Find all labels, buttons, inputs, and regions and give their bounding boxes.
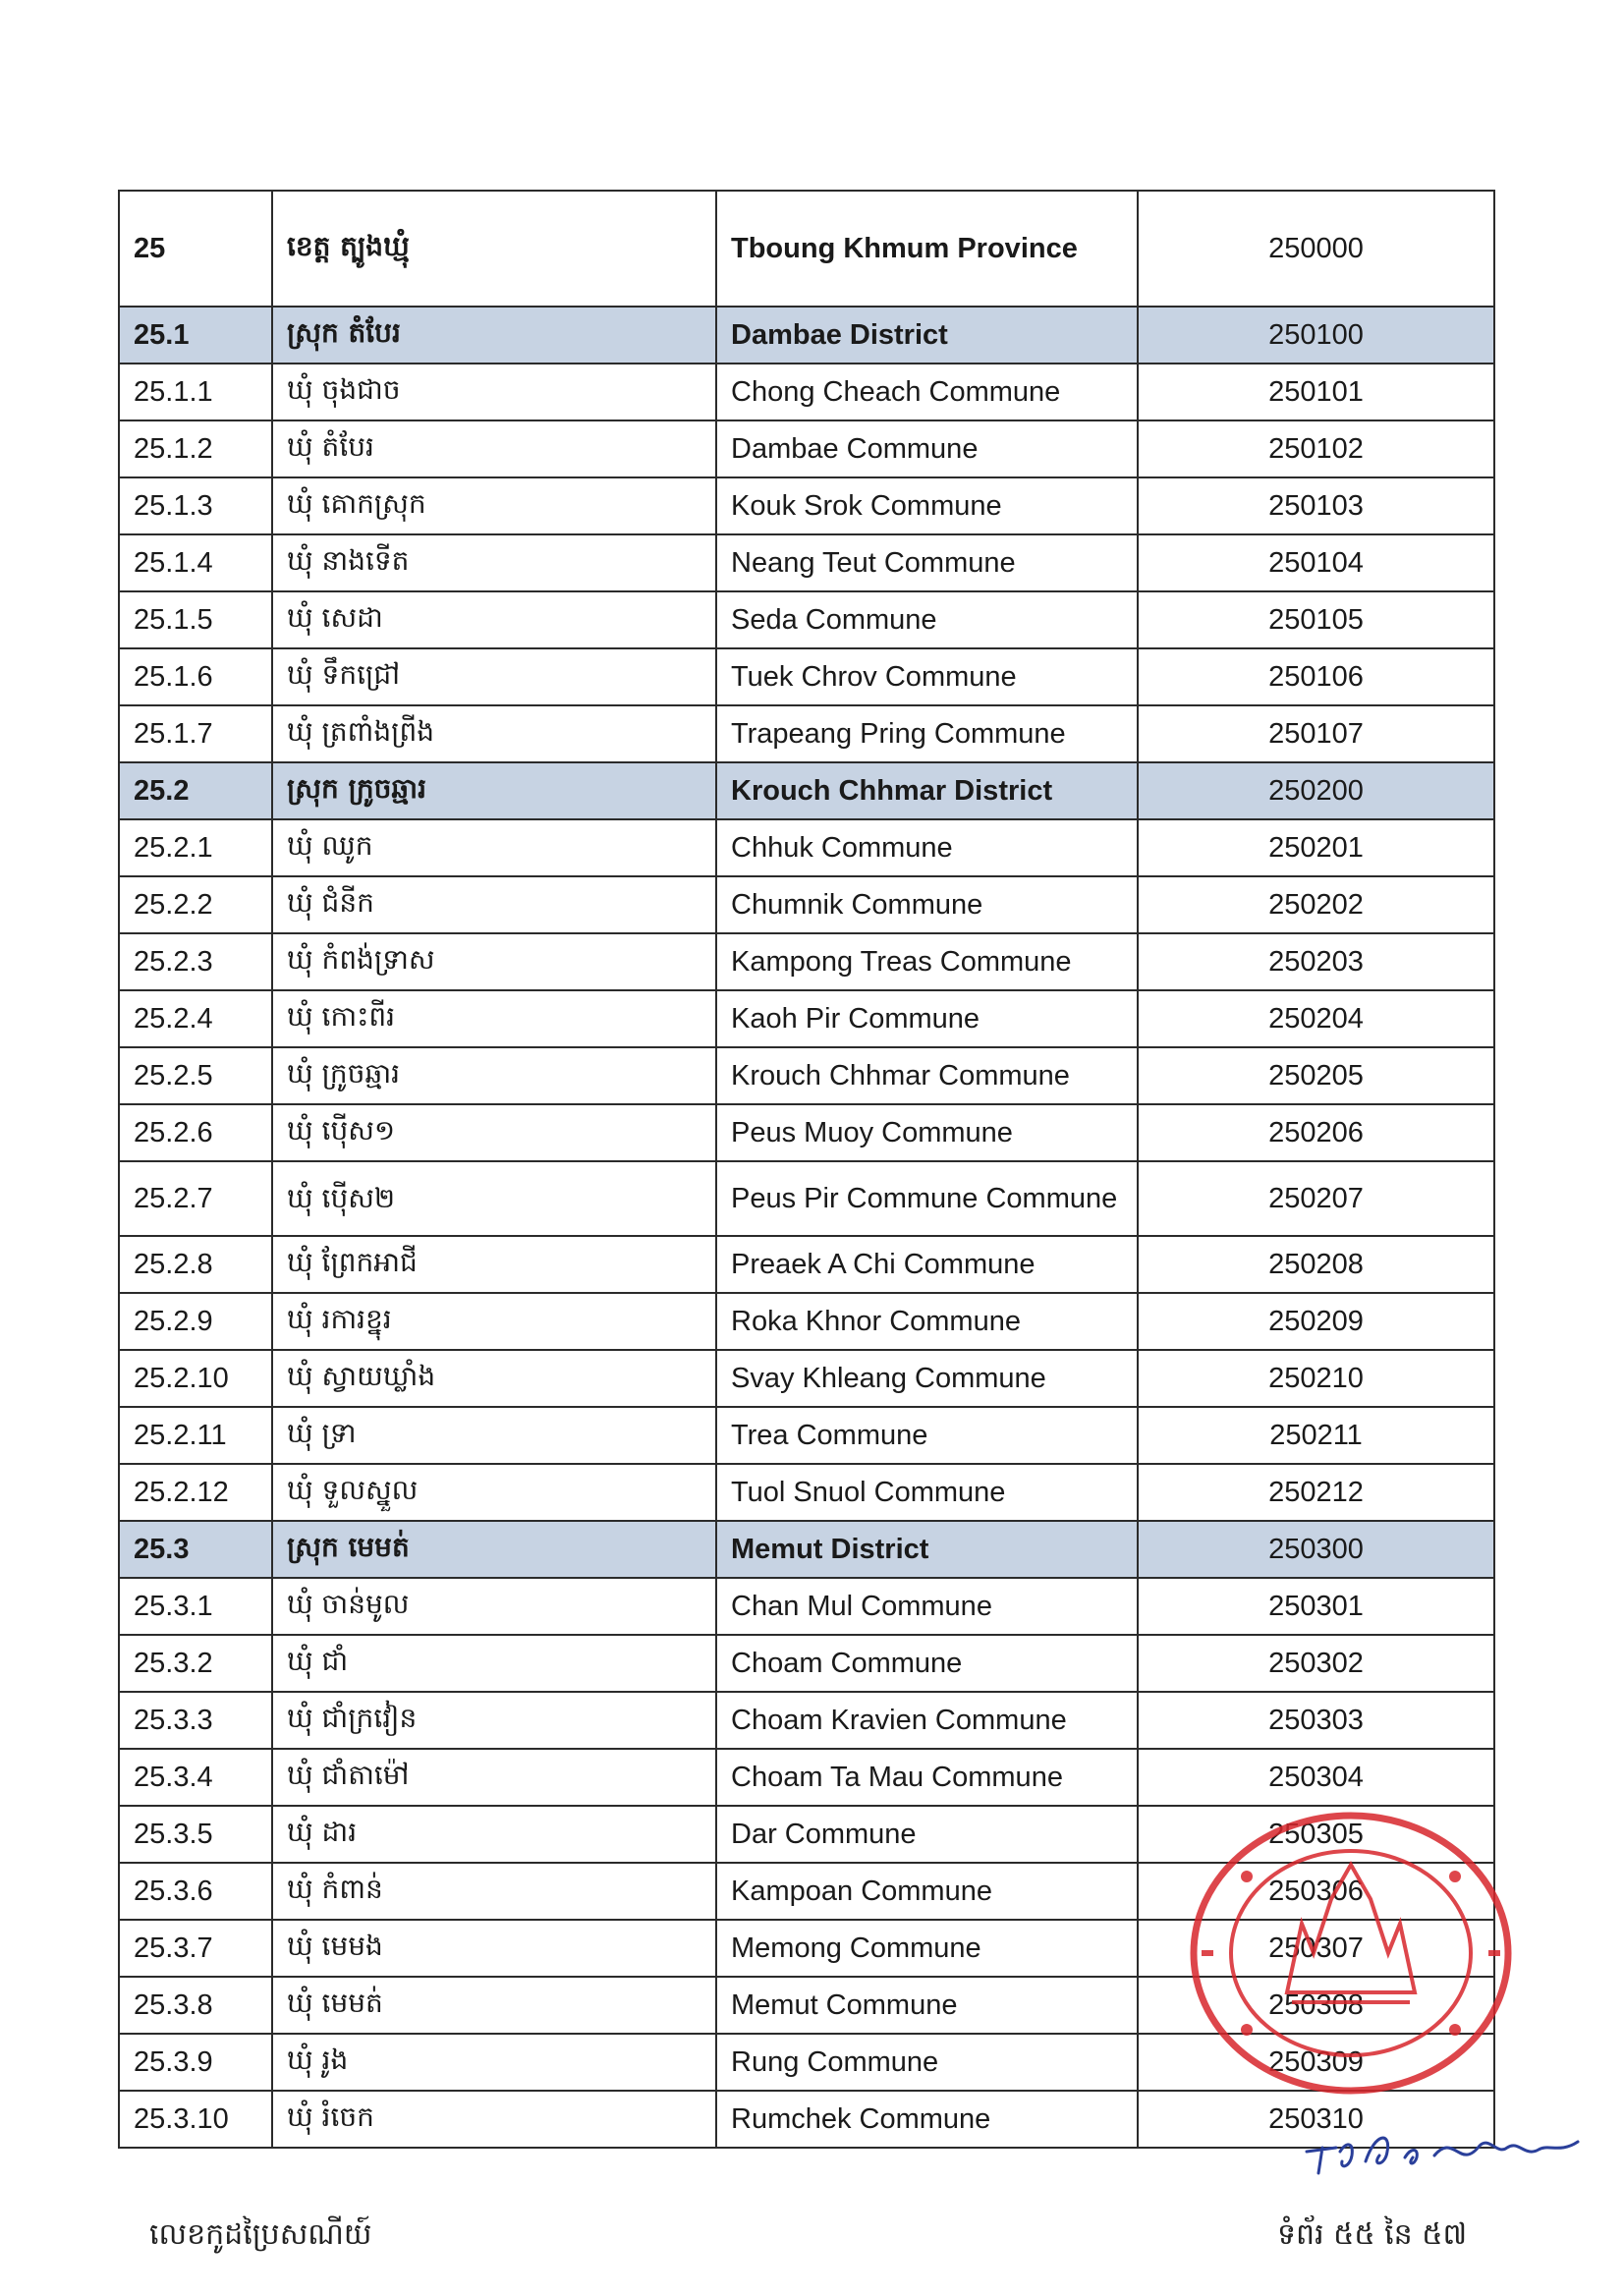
- commune-row: [119, 876, 1494, 933]
- khmer-name: ស្រុក មេមត់: [272, 1521, 716, 1578]
- khmer-name: ឃុំ ជាំក្រវៀន: [272, 1692, 716, 1749]
- page-number: ទំព័រ ៥៥ នៃ ៥៧: [1277, 2217, 1468, 2252]
- khmer-name: ឃុំ ទួលស្នួល: [272, 1464, 716, 1521]
- english-name: Memong Commune: [716, 1920, 1138, 1977]
- khmer-name: ស្រុក ក្រូចឆ្មារ: [272, 762, 716, 819]
- khmer-name: ឃុំ ប៉ើស២: [272, 1161, 716, 1236]
- commune-row: [119, 1464, 1494, 1521]
- row-id: 25.2.8: [119, 1236, 272, 1293]
- commune-row: [119, 990, 1494, 1047]
- postal-code: 250104: [1138, 534, 1494, 591]
- english-name: Tuol Snuol Commune: [716, 1464, 1138, 1521]
- postal-code: 250203: [1138, 933, 1494, 990]
- english-name: Peus Pir Commune Commune: [716, 1161, 1138, 1236]
- postal-code: 250303: [1138, 1692, 1494, 1749]
- row-id: 25.2.4: [119, 990, 272, 1047]
- khmer-name: ឃុំ ទ្រា: [272, 1407, 716, 1464]
- khmer-name: ឃុំ កំពាន់: [272, 1863, 716, 1920]
- english-name: Kampong Treas Commune: [716, 933, 1138, 990]
- row-id: 25.2: [119, 762, 272, 819]
- postal-code: 250309: [1138, 2034, 1494, 2091]
- postal-code: 250210: [1138, 1350, 1494, 1407]
- english-name: Chhuk Commune: [716, 819, 1138, 876]
- english-name: Memut District: [716, 1521, 1138, 1578]
- english-name: Chumnik Commune: [716, 876, 1138, 933]
- khmer-name: ឃុំ ជាំតាម៉ៅ: [272, 1749, 716, 1806]
- english-name: Dar Commune: [716, 1806, 1138, 1863]
- row-id: 25.2.6: [119, 1104, 272, 1161]
- english-name: Chong Cheach Commune: [716, 364, 1138, 420]
- commune-row: [119, 1920, 1494, 1977]
- postal-code: 250305: [1138, 1806, 1494, 1863]
- postal-code: 250105: [1138, 591, 1494, 648]
- row-id: 25.3.2: [119, 1635, 272, 1692]
- postal-code: 250300: [1138, 1521, 1494, 1578]
- postal-code: 250304: [1138, 1749, 1494, 1806]
- postal-code: 250307: [1138, 1920, 1494, 1977]
- row-id: 25.2.1: [119, 819, 272, 876]
- commune-row: [119, 1692, 1494, 1749]
- khmer-name: ឃុំ គោកស្រុក: [272, 477, 716, 534]
- khmer-name: ឃុំ ទឹកជ្រៅ: [272, 648, 716, 705]
- row-id: 25: [119, 191, 272, 307]
- khmer-name: ឃុំ មេមង: [272, 1920, 716, 1977]
- khmer-name: ឃុំ សេដា: [272, 591, 716, 648]
- english-name: Krouch Chhmar District: [716, 762, 1138, 819]
- commune-row: [119, 1236, 1494, 1293]
- postal-code: 250100: [1138, 307, 1494, 364]
- row-id: 25.1.3: [119, 477, 272, 534]
- khmer-name: ស្រុក តំបែរ: [272, 307, 716, 364]
- postal-code: 250107: [1138, 705, 1494, 762]
- row-id: 25.1.2: [119, 420, 272, 477]
- row-id: 25.2.9: [119, 1293, 272, 1350]
- row-id: 25.3.9: [119, 2034, 272, 2091]
- commune-row: [119, 705, 1494, 762]
- postal-code-table: [118, 190, 1495, 2149]
- english-name: Memut Commune: [716, 1977, 1138, 2034]
- khmer-name: ឃុំ រូង: [272, 2034, 716, 2091]
- english-name: Svay Khleang Commune: [716, 1350, 1138, 1407]
- commune-row: [119, 1578, 1494, 1635]
- row-id: 25.2.10: [119, 1350, 272, 1407]
- khmer-name: ឃុំ ឈូក: [272, 819, 716, 876]
- row-id: 25.2.2: [119, 876, 272, 933]
- english-name: Choam Kravien Commune: [716, 1692, 1138, 1749]
- row-id: 25.1.4: [119, 534, 272, 591]
- postal-code: 250212: [1138, 1464, 1494, 1521]
- english-name: Dambae District: [716, 307, 1138, 364]
- english-name: Roka Khnor Commune: [716, 1293, 1138, 1350]
- english-name: Choam Ta Mau Commune: [716, 1749, 1138, 1806]
- postal-code: 250101: [1138, 364, 1494, 420]
- english-name: Preaek A Chi Commune: [716, 1236, 1138, 1293]
- commune-row: [119, 1635, 1494, 1692]
- english-name: Tboung Khmum Province: [716, 191, 1138, 307]
- postal-code: 250106: [1138, 648, 1494, 705]
- postal-code: 250310: [1138, 2091, 1494, 2148]
- khmer-name: ឃុំ ក្រូចឆ្មារ: [272, 1047, 716, 1104]
- english-name: Trea Commune: [716, 1407, 1138, 1464]
- khmer-name: ឃុំ ចាន់មូល: [272, 1578, 716, 1635]
- district-row: [119, 307, 1494, 364]
- postal-code: 250209: [1138, 1293, 1494, 1350]
- postal-code: 250301: [1138, 1578, 1494, 1635]
- row-id: 25.2.3: [119, 933, 272, 990]
- postal-code: 250211: [1138, 1407, 1494, 1464]
- district-row: [119, 1521, 1494, 1578]
- commune-row: [119, 819, 1494, 876]
- row-id: 25.3.3: [119, 1692, 272, 1749]
- row-id: 25.1.6: [119, 648, 272, 705]
- english-name: Kampoan Commune: [716, 1863, 1138, 1920]
- row-id: 25.3.1: [119, 1578, 272, 1635]
- english-name: Rumchek Commune: [716, 2091, 1138, 2148]
- commune-row: [119, 1161, 1494, 1236]
- commune-row: [119, 591, 1494, 648]
- row-id: 25.1: [119, 307, 272, 364]
- commune-row: [119, 1863, 1494, 1920]
- english-name: Peus Muoy Commune: [716, 1104, 1138, 1161]
- postal-code: 250200: [1138, 762, 1494, 819]
- row-id: 25.2.5: [119, 1047, 272, 1104]
- row-id: 25.2.7: [119, 1161, 272, 1236]
- row-id: 25.1.5: [119, 591, 272, 648]
- commune-row: [119, 364, 1494, 420]
- row-id: 25.3.4: [119, 1749, 272, 1806]
- english-name: Neang Teut Commune: [716, 534, 1138, 591]
- khmer-name: ខេត្ត ត្បូងឃ្មុំ: [272, 191, 716, 307]
- english-name: Rung Commune: [716, 2034, 1138, 2091]
- khmer-name: ឃុំ ព្រែកអាជី: [272, 1236, 716, 1293]
- postal-code: 250308: [1138, 1977, 1494, 2034]
- row-id: 25.1.1: [119, 364, 272, 420]
- english-name: Kouk Srok Commune: [716, 477, 1138, 534]
- commune-row: [119, 420, 1494, 477]
- postal-code: 250306: [1138, 1863, 1494, 1920]
- postal-code: 250206: [1138, 1104, 1494, 1161]
- english-name: Trapeang Pring Commune: [716, 705, 1138, 762]
- table-body: [119, 191, 1494, 2148]
- postal-code: 250208: [1138, 1236, 1494, 1293]
- district-row: [119, 762, 1494, 819]
- province-row: [119, 191, 1494, 307]
- commune-row: [119, 1293, 1494, 1350]
- khmer-name: ឃុំ កោះពីរ: [272, 990, 716, 1047]
- row-id: 25.3.6: [119, 1863, 272, 1920]
- commune-row: [119, 1806, 1494, 1863]
- english-name: Chan Mul Commune: [716, 1578, 1138, 1635]
- commune-row: [119, 534, 1494, 591]
- commune-row: [119, 1407, 1494, 1464]
- postal-code: 250103: [1138, 477, 1494, 534]
- commune-row: [119, 1104, 1494, 1161]
- postal-code: 250202: [1138, 876, 1494, 933]
- english-name: Choam Commune: [716, 1635, 1138, 1692]
- commune-row: [119, 1977, 1494, 2034]
- postal-code: 250302: [1138, 1635, 1494, 1692]
- khmer-name: ឃុំ កំពង់ទ្រាស: [272, 933, 716, 990]
- row-id: 25.3.5: [119, 1806, 272, 1863]
- khmer-name: ឃុំ រំចេក: [272, 2091, 716, 2148]
- commune-row: [119, 477, 1494, 534]
- english-name: Krouch Chhmar Commune: [716, 1047, 1138, 1104]
- khmer-name: ឃុំ រការខ្នុរ: [272, 1293, 716, 1350]
- khmer-name: ឃុំ ជាំ: [272, 1635, 716, 1692]
- english-name: Tuek Chrov Commune: [716, 648, 1138, 705]
- english-name: Kaoh Pir Commune: [716, 990, 1138, 1047]
- postal-code: 250207: [1138, 1161, 1494, 1236]
- commune-row: [119, 1350, 1494, 1407]
- postal-code: 250204: [1138, 990, 1494, 1047]
- english-name: Seda Commune: [716, 591, 1138, 648]
- english-name: Dambae Commune: [716, 420, 1138, 477]
- khmer-name: ឃុំ នាងទើត: [272, 534, 716, 591]
- commune-row: [119, 933, 1494, 990]
- row-id: 25.1.7: [119, 705, 272, 762]
- khmer-name: ឃុំ ប៉ើស១: [272, 1104, 716, 1161]
- row-id: 25.3.7: [119, 1920, 272, 1977]
- footer-title: លេខកូដប្រៃសណីយ៍: [149, 2217, 372, 2252]
- commune-row: [119, 648, 1494, 705]
- row-id: 25.3.8: [119, 1977, 272, 2034]
- postal-code: 250205: [1138, 1047, 1494, 1104]
- commune-row: [119, 2034, 1494, 2091]
- commune-row: [119, 1047, 1494, 1104]
- khmer-name: ឃុំ ចុងជាច: [272, 364, 716, 420]
- khmer-name: ឃុំ ជំនីក: [272, 876, 716, 933]
- postal-code: 250102: [1138, 420, 1494, 477]
- commune-row: [119, 2091, 1494, 2148]
- row-id: 25.2.11: [119, 1407, 272, 1464]
- commune-row: [119, 1749, 1494, 1806]
- khmer-name: ឃុំ មេមត់: [272, 1977, 716, 2034]
- postal-code: 250000: [1138, 191, 1494, 307]
- khmer-name: ឃុំ ស្វាយឃ្លាំង: [272, 1350, 716, 1407]
- row-id: 25.3: [119, 1521, 272, 1578]
- khmer-name: ឃុំ ដារ: [272, 1806, 716, 1863]
- khmer-name: ឃុំ តំបែរ: [272, 420, 716, 477]
- postal-code: 250201: [1138, 819, 1494, 876]
- row-id: 25.2.12: [119, 1464, 272, 1521]
- khmer-name: ឃុំ ត្រពាំងព្រីង: [272, 705, 716, 762]
- row-id: 25.3.10: [119, 2091, 272, 2148]
